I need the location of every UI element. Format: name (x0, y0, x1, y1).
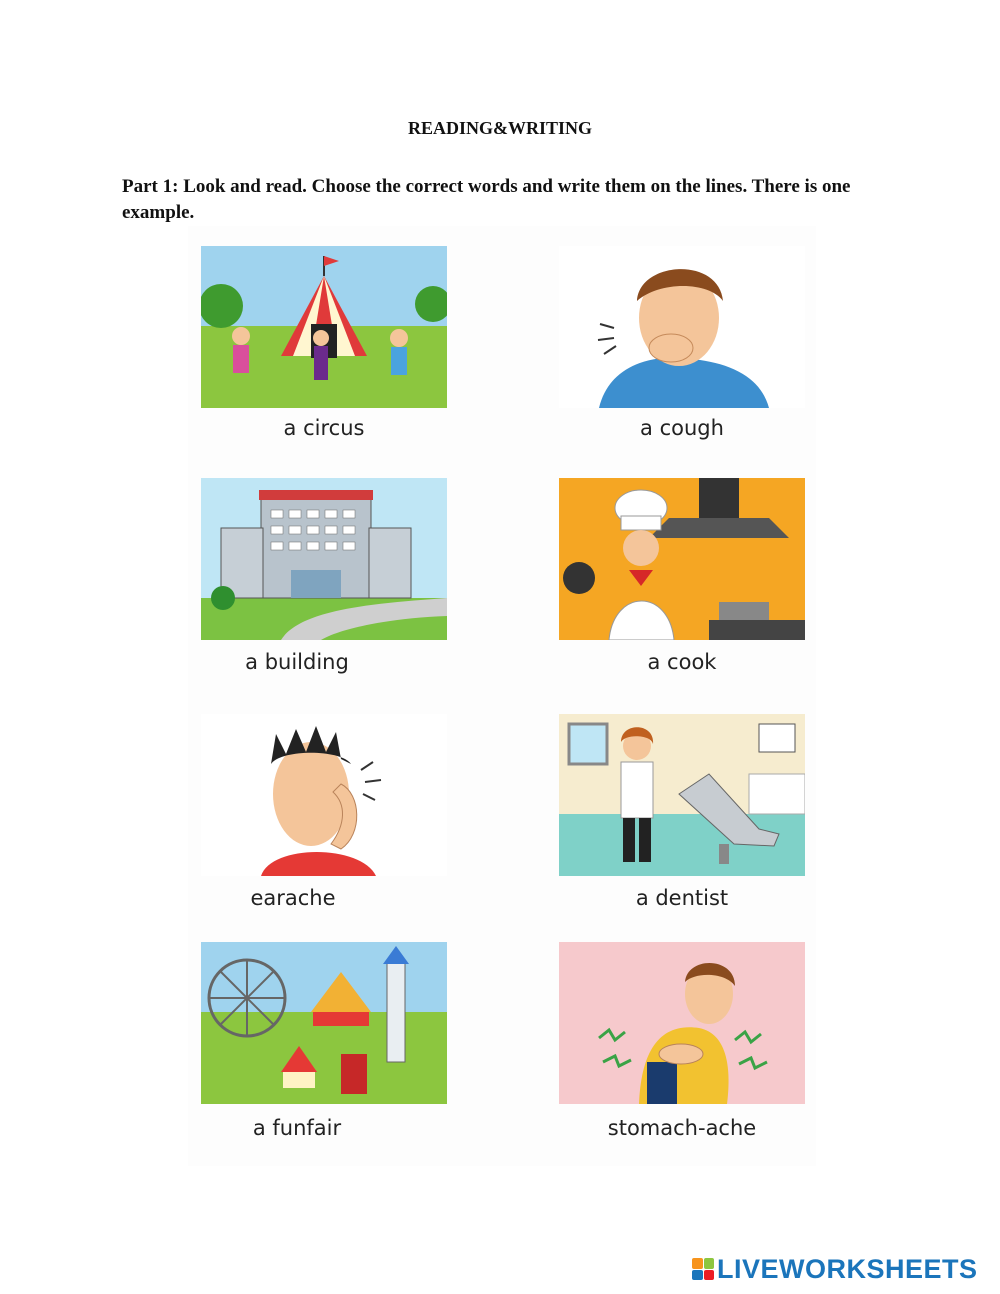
earache-picture (201, 714, 447, 876)
stomach-ache-picture (559, 942, 805, 1104)
picture-sheet (188, 226, 816, 1166)
caption: a dentist (635, 886, 729, 910)
caption: a cook (647, 650, 717, 674)
page-title: READING&WRITING (407, 118, 593, 138)
caption: stomach-ache (607, 1116, 757, 1140)
funfair-picture (201, 942, 447, 1104)
caption: a cough (640, 416, 724, 440)
logo-grid-icon (692, 1258, 714, 1280)
dentist-picture (559, 714, 805, 876)
liveworksheets-logo (692, 1254, 978, 1284)
caption: a building (245, 650, 349, 674)
caption: a funfair (252, 1116, 342, 1140)
instructions: Part 1: Look and read. Choose the correct words and write them on the lines. There is one example. (122, 176, 851, 223)
caption: earache (250, 886, 336, 910)
caption: a circus (283, 416, 365, 440)
cough-picture (559, 246, 805, 408)
logo-text: LIVEWORKSHEETS (717, 1253, 978, 1284)
cook-picture (559, 478, 805, 640)
building-picture (201, 478, 447, 640)
circus-picture (201, 246, 447, 408)
